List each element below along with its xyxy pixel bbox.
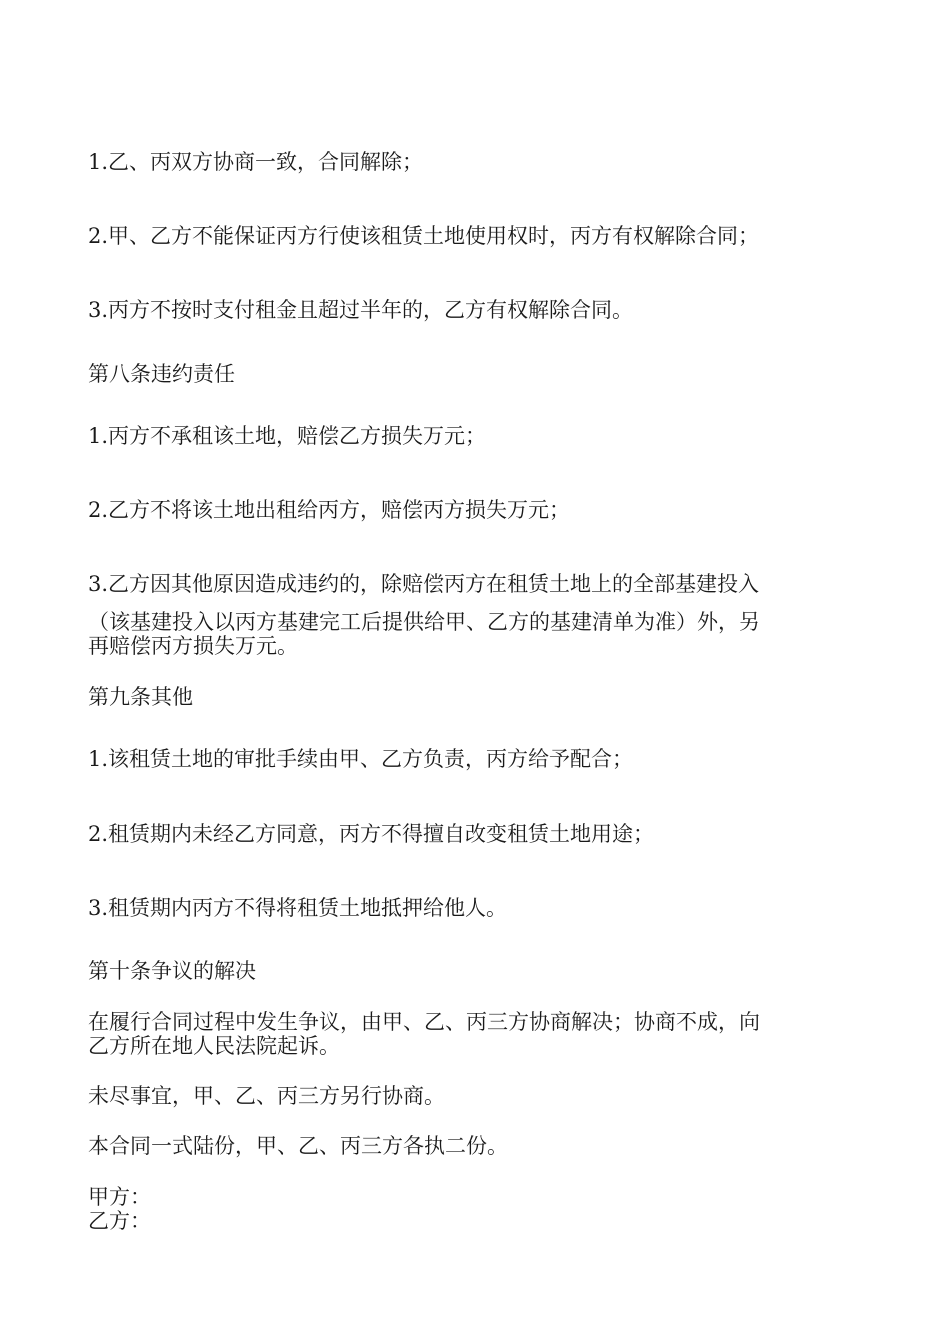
clause-9-item-2: 2.租赁期内未经乙方同意，丙方不得擅自改变租赁土地用途； xyxy=(88,822,655,846)
party-a-signature-label: 甲方： xyxy=(88,1185,151,1209)
clause-7-item-1: 1.乙、丙双方协商一致，合同解除； xyxy=(88,150,424,174)
unresolved-matters-text: 未尽事宜，甲、乙、丙三方另行协商。 xyxy=(88,1084,445,1108)
clause-8-item-3 xyxy=(88,572,868,658)
clause-9-heading: 第九条其他 xyxy=(88,685,193,709)
dispute-resolution-line-1: 在履行合同过程中发生争议，由甲、乙、丙三方协商解决；协商不成，向 xyxy=(88,1010,760,1034)
party-b-signature-label: 乙方： xyxy=(88,1209,151,1233)
clause-8-heading: 第八条违约责任 xyxy=(88,362,235,386)
clause-8-item-3-line-3: 再赔偿丙方损失万元。 xyxy=(88,634,298,658)
dispute-resolution-text xyxy=(88,1010,868,1058)
clause-8-item-3-line-1: 3.乙方因其他原因造成违约的，除赔偿丙方在租赁土地上的全部基建投入 xyxy=(88,572,760,596)
clause-7-item-2: 2.甲、乙方不能保证丙方行使该租赁土地使用权时，丙方有权解除合同； xyxy=(88,224,760,248)
clause-9-item-1: 1.该租赁土地的审批手续由甲、乙方负责，丙方给予配合； xyxy=(88,747,634,771)
copies-text: 本合同一式陆份，甲、乙、丙三方各执二份。 xyxy=(88,1134,508,1158)
clause-8-item-1: 1.丙方不承租该土地，赔偿乙方损失万元； xyxy=(88,424,487,448)
dispute-resolution-line-2: 乙方所在地人民法院起诉。 xyxy=(88,1034,340,1058)
clause-8-item-3-line-2: （该基建投入以丙方基建完工后提供给甲、乙方的基建清单为准）外，另 xyxy=(88,610,760,634)
clause-9-item-3: 3.租赁期内丙方不得将租赁土地抵押给他人。 xyxy=(88,896,508,920)
clause-7-item-3: 3.丙方不按时支付租金且超过半年的，乙方有权解除合同。 xyxy=(88,298,634,322)
clause-8-item-2: 2.乙方不将该土地出租给丙方，赔偿丙方损失万元； xyxy=(88,498,571,522)
clause-10-heading: 第十条争议的解决 xyxy=(88,959,256,983)
